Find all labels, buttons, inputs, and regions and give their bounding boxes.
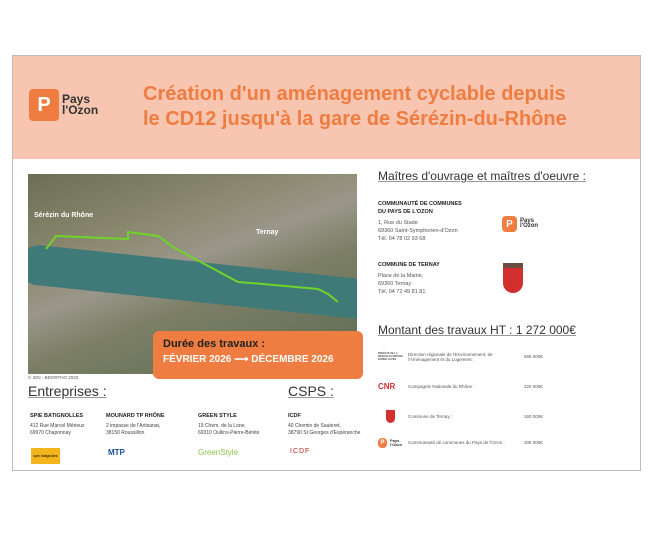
prefecture-logo: PRÉFÈTE DE LA RÉGION AUVERGNE-RHÔNE-ALPES xyxy=(378,352,404,361)
duration-box xyxy=(153,331,363,379)
logo-text: l'Ozon xyxy=(62,103,99,117)
pays-ozon-logo: P Pays l'Ozon xyxy=(502,216,538,232)
pays-ozon-logo: P Pays l'Ozon xyxy=(29,89,98,121)
icdf-logo: ICDF xyxy=(290,448,311,455)
ternay-coat-of-arms-icon xyxy=(503,263,523,293)
entreprise-mounard: MOUNARD TP RHÔNE 2 impasse de l'Artisanat, 38150 Roussillon xyxy=(106,413,165,436)
entreprise-spie: SPIE BATIGNOLLES 412 Rue Marcel Mérieux 69970 Chaponnay xyxy=(30,413,85,436)
funding-row: CNR Compagnie Nationale du Rhône : 220 000€ xyxy=(378,382,543,391)
logo-text: Pays xyxy=(62,92,91,107)
header xyxy=(13,56,640,159)
map-label: Ternay xyxy=(256,229,279,236)
csps-heading: CSPS : xyxy=(288,383,334,399)
panel xyxy=(12,55,641,471)
entreprise-greenstyle: GREEN STYLE 19 Chem. de la Lone, 69310 Oullins-Pierre-Bénite xyxy=(198,413,260,436)
csps-icdf: ICDF 40 Chemin de Sauteret, 38790 St Georges d'Espéranche xyxy=(288,413,361,436)
ternay-coat-of-arms-icon xyxy=(386,410,395,423)
entreprises-heading: Entreprises : xyxy=(28,383,107,399)
maitre-ccpo: COMMUNAUTÉ DE COMMUNES DU PAYS DE L'OZON 1, Rue du Stade 69360 Saint-Symphorien-d'Ozon Tél. 04 78 02 93 68 xyxy=(378,201,462,242)
page-title: Création d'un aménagement cyclable depuis le CD12 jusqu'à la gare de Sérézin-du-Rhône xyxy=(143,83,567,130)
pays-ozon-logo: P Pays l'Ozon xyxy=(378,438,408,448)
montant-heading: Montant des travaux HT : 1 272 000€ xyxy=(378,323,576,337)
map-label: Sérézin du Rhône xyxy=(34,212,94,219)
cnr-logo: CNR xyxy=(378,382,396,391)
mtp-logo: MTP xyxy=(108,448,125,457)
greenstyle-logo: GreenStyle xyxy=(198,448,239,457)
spie-logo: spie batignolles xyxy=(31,448,60,464)
duration-dates: FÉVRIER 2026 ⟶ DÉCEMBRE 2026 xyxy=(163,354,334,365)
maitres-heading: Maîtres d'ouvrage et maîtres d'oeuvre : xyxy=(378,169,587,183)
funding-row: P Pays l'Ozon Communauté de communes du Pays de l'Ozon : 306 000€ xyxy=(378,430,578,455)
maitre-ternay: COMMUNE DE TERNAY Place de la Mairie, 69360 Ternay Tél. 04 72 49 81 81 xyxy=(378,262,440,295)
funding-row: PRÉFÈTE DE LA RÉGION AUVERGNE-RHÔNE-ALPES Direction régionale de l'Environnement, de l'Aménagement et du Logement : 586 000€ xyxy=(378,351,543,362)
funding-row: Commune de Ternay : 160 000€ xyxy=(378,404,578,429)
map-copyright: © IGN - BDORTHO 2023 xyxy=(28,375,79,380)
duration-heading: Durée des travaux : xyxy=(163,338,266,350)
